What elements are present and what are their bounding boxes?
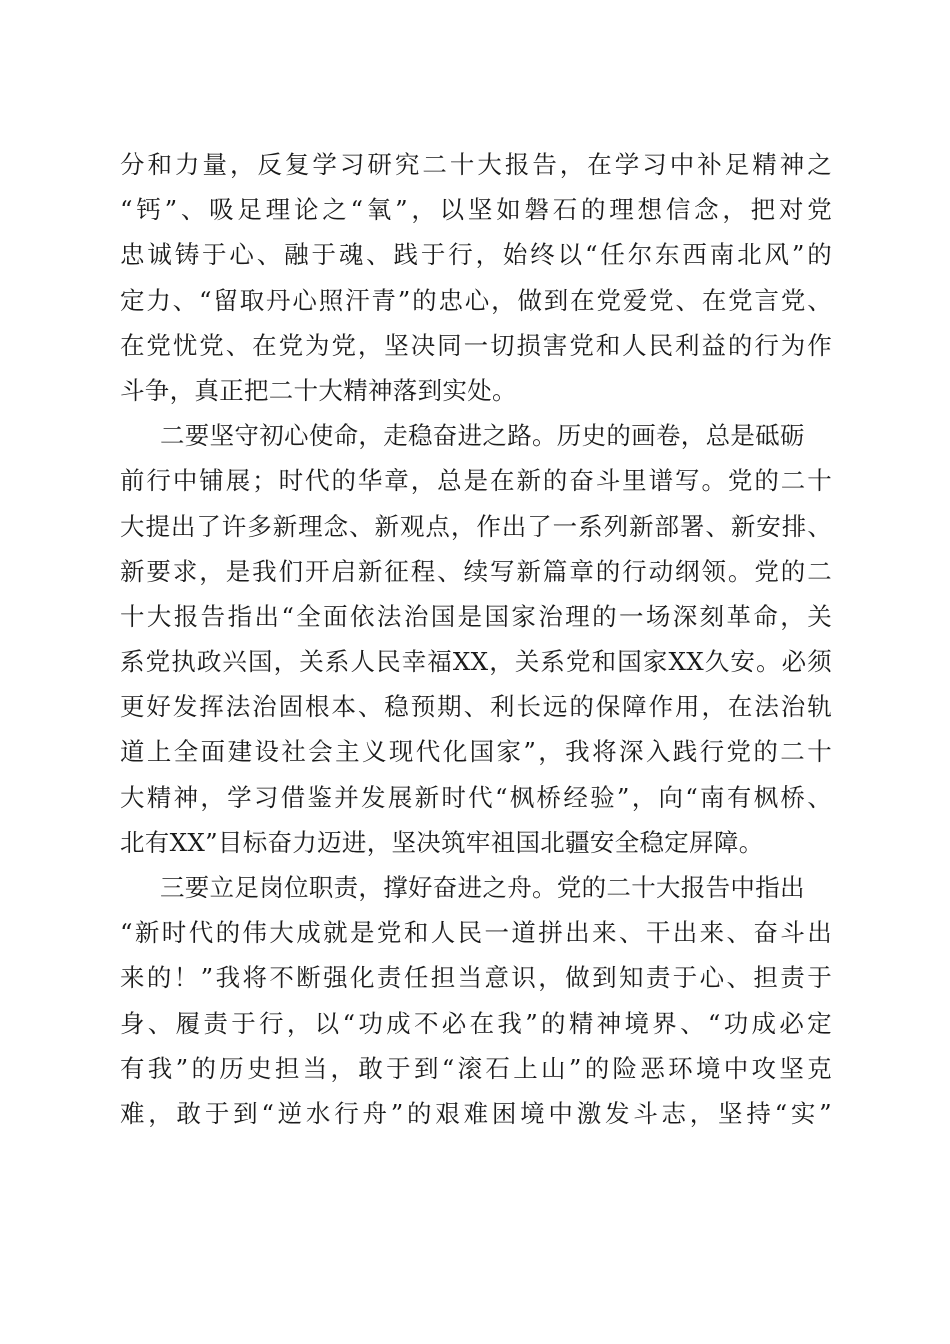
text-line: 十大报告指出“全面依法治国是国家治理的一场深刻革命，关 — [120, 601, 832, 631]
text-line: 大提出了许多新理念、新观点，作出了一系列新部署、新安排、 — [120, 511, 832, 541]
text-line: 在党忧党、在党为党，坚决同一切损害党和人民利益的行为作 — [120, 330, 832, 360]
text-line: 身、履责于行，以“功成不必在我”的精神境界、“功成必定 — [120, 1008, 832, 1038]
text-line: 忠诚铸于心、融于魂、践于行，始终以“任尔东西南北风”的 — [120, 240, 832, 270]
text-line: 更好发挥法治固根本、稳预期、利长远的保障作用，在法治轨 — [120, 692, 832, 722]
text-line: 道上全面建设社会主义现代化国家”，我将深入践行党的二十 — [120, 737, 832, 767]
text-line: 新要求，是我们开启新征程、续写新篇章的行动纲领。党的二 — [120, 556, 832, 586]
text-line: 分和力量，反复学习研究二十大报告，在学习中补足精神之 — [120, 150, 832, 179]
text-line: 北有XX”目标奋力迈进，坚决筑牢祖国北疆安全稳定屏障。 — [120, 827, 764, 857]
text-line: “新时代的伟大成就是党和人民一道拼出来、干出来、奋斗出 — [120, 918, 832, 948]
text-line: 定力、“留取丹心照汗青”的忠心，做到在党爱党、在党言党、 — [120, 285, 832, 315]
paragraph-start-line: 三要立足岗位职责，撑好奋进之舟。党的二十大报告中指出 — [160, 873, 805, 902]
text-line: “钙”、吸足理论之“氧”，以坚如磐石的理想信念，把对党 — [120, 195, 832, 225]
paragraph-start-line: 二要坚守初心使命，走稳奋进之路。历史的画卷，总是砥砺 — [160, 421, 805, 451]
text-line: 系党执政兴国，关系人民幸福XX，关系党和国家XX久安。必须 — [120, 647, 832, 677]
text-line: 大精神，学习借鉴并发展新时代“枫桥经验”，向“南有枫桥、 — [120, 782, 832, 812]
text-line: 前行中铺展；时代的华章，总是在新的奋斗里谱写。党的二十 — [120, 466, 832, 496]
text-line: 斗争，真正把二十大精神落到实处。 — [120, 375, 517, 405]
text-line: 来的！”我将不断强化责任担当意识，做到知责于心、担责于 — [120, 963, 832, 993]
body-text — [120, 142, 832, 1136]
text-line: 有我”的历史担当，敢于到“滚石上山”的险恶环境中攻坚克 — [120, 1053, 832, 1083]
text-line: 难，敢于到“逆水行舟”的艰难困境中激发斗志，坚持“实” — [120, 1098, 832, 1128]
